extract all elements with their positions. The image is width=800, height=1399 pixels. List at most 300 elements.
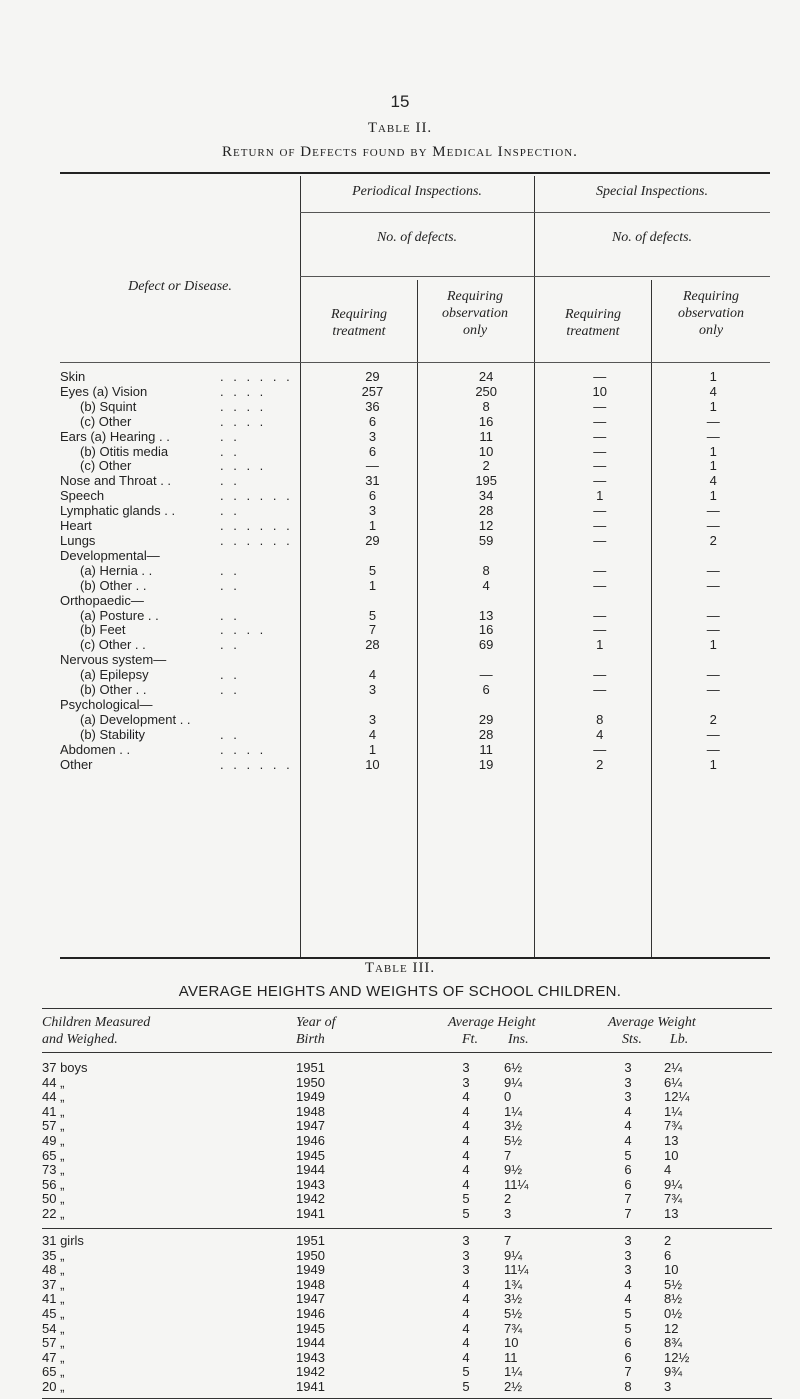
cell-n: 54 „ <box>42 1320 65 1336</box>
defects-table-body <box>60 370 770 772</box>
cell-year: 1941 <box>296 1206 325 1221</box>
cell-year: 1942 <box>296 1191 325 1207</box>
table3-top-rule <box>42 1008 772 1009</box>
table3-subtitle: AVERAGE HEIGHTS AND WEIGHTS OF SCHOOL CHILDREN. <box>178 983 622 1000</box>
cell-c2: 2 <box>482 458 490 474</box>
cell-c4: 1 <box>709 443 717 459</box>
cell-lb: 13 <box>664 1133 679 1148</box>
table-row <box>60 594 770 609</box>
cell-c2: 11 <box>479 428 493 444</box>
leader-dots: . . <box>220 577 240 593</box>
cell-c1: 29 <box>365 532 380 548</box>
cell-c3: 10 <box>592 383 607 399</box>
cell-n: 47 „ <box>42 1349 65 1365</box>
row-label <box>60 668 316 683</box>
cell-c1: 10 <box>365 756 380 772</box>
row-label-text: Ears (a) Hearing . . <box>60 428 170 444</box>
table-row <box>60 549 770 564</box>
leader-dots: . . . . . . <box>220 369 293 384</box>
header-children-1: Children Measured <box>42 1015 151 1030</box>
cell-c3: — <box>593 443 607 459</box>
row-label-text: (a) Posture . . <box>80 607 159 623</box>
header-rule <box>60 362 770 363</box>
leader-dots: . . <box>220 726 240 742</box>
table-row <box>42 1061 772 1076</box>
row-label <box>60 370 316 385</box>
cell-ins: 2 <box>504 1191 512 1207</box>
cell-c2: 8 <box>482 398 490 414</box>
cell-c2: 250 <box>475 383 498 399</box>
cell-lb: 10 <box>664 1147 679 1163</box>
cell-c3: 2 <box>596 756 604 772</box>
cell-c2: 6 <box>482 682 490 698</box>
row-label-text: (a) Development . . <box>80 711 191 727</box>
row-label <box>60 683 316 698</box>
leader-dots: . . . . <box>220 413 267 429</box>
table-row <box>60 638 770 653</box>
cell-n: 20 „ <box>42 1379 65 1394</box>
cell-c4: — <box>706 622 720 638</box>
cell-lb: 5½ <box>664 1276 683 1292</box>
table2-top-rule <box>60 172 770 174</box>
cell-c4: — <box>706 503 720 519</box>
cell-ins: 5½ <box>504 1306 523 1321</box>
cell-c2: 195 <box>475 473 498 489</box>
cell-year: 1947 <box>296 1118 325 1134</box>
cell-ft: 3 <box>462 1074 470 1090</box>
row-label-text: Other <box>60 756 93 772</box>
cell-c1: 28 <box>365 637 380 653</box>
leader-dots: . . . . <box>220 398 267 414</box>
cell-c1: — <box>365 458 379 474</box>
row-label <box>60 713 316 728</box>
table-row <box>42 1380 772 1395</box>
table-row <box>60 623 770 638</box>
cell-ft: 4 <box>462 1133 470 1148</box>
leader-dots: . . . . . . <box>220 532 293 548</box>
cell-c4: 2 <box>709 711 717 727</box>
cell-c3 <box>543 653 656 668</box>
table3-title: Table III. <box>364 960 436 976</box>
row-label-text: (c) Other . . <box>80 637 146 653</box>
cell-year: 1949 <box>296 1262 325 1278</box>
cell-sts: 7 <box>624 1364 632 1380</box>
cell-c1: 5 <box>368 562 377 578</box>
table-row <box>60 743 770 758</box>
leader-dots: . . <box>220 473 240 489</box>
table-row <box>42 1090 772 1105</box>
cell-c4: 4 <box>709 383 717 399</box>
cell-c4: — <box>706 577 720 593</box>
cell-year: 1943 <box>296 1349 325 1365</box>
leader-dots: . . . . <box>220 383 267 399</box>
cell-lb: 12¼ <box>664 1089 690 1105</box>
cell-c4: 1 <box>709 458 717 474</box>
cell-c2: 16 <box>478 413 494 429</box>
header-defect: Defect or Disease. <box>128 279 232 294</box>
table-row <box>60 713 770 728</box>
cell-ft: 4 <box>462 1147 470 1163</box>
table2-title: Table II. <box>367 120 433 136</box>
cell-n: 31 girls <box>42 1233 84 1248</box>
row-label-text: (b) Squint <box>80 398 137 414</box>
cell-n: 45 „ <box>42 1306 65 1321</box>
row-label-text: (c) Other <box>80 458 132 474</box>
row-label <box>60 549 316 564</box>
page-number: 15 <box>390 92 410 111</box>
cell-n: 73 „ <box>42 1162 65 1178</box>
cell-year: 1944 <box>296 1162 325 1178</box>
cell-c2: 13 <box>478 607 494 623</box>
cell-year: 1946 <box>296 1306 325 1321</box>
cell-lb: 10 <box>664 1262 679 1278</box>
cell-c1: 36 <box>365 398 380 414</box>
cell-sts: 5 <box>624 1306 632 1321</box>
cell-year: 1950 <box>296 1074 325 1090</box>
table-row <box>42 1134 772 1149</box>
cell-n: 37 boys <box>42 1060 88 1075</box>
cell-c3: — <box>593 607 607 623</box>
cell-c2: 12 <box>478 518 494 534</box>
cell-c3: 4 <box>596 726 604 742</box>
cell-n: 49 „ <box>42 1133 65 1148</box>
cell-c4: — <box>706 741 720 757</box>
cell-sts: 4 <box>624 1118 632 1134</box>
leader-dots: . . . . <box>220 622 267 638</box>
header-weight-lb: Lb. <box>670 1032 689 1047</box>
cell-sts: 4 <box>624 1291 632 1307</box>
header-no-defects-special: No. of defects. <box>611 230 693 245</box>
header-weight-sts: Sts. <box>622 1032 642 1047</box>
cell-c4: — <box>706 667 720 683</box>
cell-c3: — <box>593 369 607 384</box>
cell-sts: 5 <box>624 1147 632 1163</box>
cell-ins: 11¼ <box>504 1176 529 1192</box>
cell-sts: 4 <box>624 1276 632 1292</box>
row-label <box>60 743 316 758</box>
leader-dots: . . <box>220 443 240 459</box>
row-label <box>60 698 316 713</box>
cell-year: 1948 <box>296 1276 325 1292</box>
cell-ft: 3 <box>462 1060 470 1075</box>
table-row <box>42 1322 772 1337</box>
cell-ins: 5½ <box>504 1133 523 1148</box>
cell-ft: 4 <box>462 1176 470 1192</box>
leader-dots: . . <box>220 682 240 698</box>
row-label-text: Nose and Throat . . <box>60 473 172 489</box>
header-rule <box>300 276 770 277</box>
cell-c2 <box>429 549 543 564</box>
table-row <box>60 758 770 773</box>
header-requiring-observation-special: Requiring observation only <box>677 289 745 338</box>
cell-year: 1945 <box>296 1320 325 1336</box>
cell-sts: 3 <box>624 1233 632 1248</box>
row-label <box>60 400 316 415</box>
cell-n: 65 „ <box>42 1364 65 1380</box>
row-label <box>60 445 316 460</box>
cell-sts: 6 <box>624 1349 632 1365</box>
cell-ins: 1¾ <box>504 1276 523 1292</box>
header-no-defects: No. of defects. <box>376 230 458 245</box>
header-height-ins: Ins. <box>508 1032 529 1047</box>
cell-sts: 3 <box>624 1089 632 1105</box>
leader-dots: . . . . . . <box>220 488 293 504</box>
table-row <box>60 415 770 430</box>
table-row <box>42 1249 772 1264</box>
cell-ft: 4 <box>462 1349 470 1365</box>
cell-c3: — <box>593 532 607 548</box>
cell-ft: 3 <box>462 1233 470 1248</box>
cell-sts: 4 <box>624 1103 632 1119</box>
cell-c1 <box>316 594 430 609</box>
cell-n: 22 „ <box>42 1206 65 1221</box>
row-label <box>60 519 316 534</box>
table-row <box>60 430 770 445</box>
cell-ft: 4 <box>462 1291 470 1307</box>
row-label <box>60 594 316 609</box>
cell-c2: 28 <box>478 726 494 742</box>
table-row <box>60 370 770 385</box>
cell-c4: 1 <box>709 369 717 384</box>
cell-lb: 6¼ <box>664 1074 683 1090</box>
cell-c4: — <box>706 413 720 429</box>
cell-c3: — <box>593 413 607 429</box>
cell-ft: 5 <box>462 1364 470 1380</box>
cell-lb: 12 <box>664 1320 679 1336</box>
cell-n: 37 „ <box>42 1276 65 1292</box>
cell-lb: 1¼ <box>664 1103 683 1119</box>
cell-c1: 4 <box>368 726 377 742</box>
table-row <box>60 534 770 549</box>
cell-c2: 29 <box>478 711 494 727</box>
header-children-2: and Weighed. <box>42 1032 118 1047</box>
leader-dots: . . <box>220 428 240 444</box>
cell-year: 1947 <box>296 1291 325 1307</box>
cell-ins: 2½ <box>504 1379 523 1394</box>
table2-bottom-rule <box>60 957 770 959</box>
cell-ins: 9½ <box>504 1162 523 1178</box>
cell-lb: 2 <box>664 1233 672 1248</box>
cell-ft: 5 <box>462 1379 470 1394</box>
row-label <box>60 474 316 489</box>
cell-c2 <box>429 653 543 668</box>
cell-ins: 3½ <box>504 1118 523 1134</box>
row-label-text: (a) Hernia . . <box>80 562 153 578</box>
cell-c3: — <box>593 741 607 757</box>
header-requiring-treatment: Requiring treatment <box>331 307 387 339</box>
cell-c3: — <box>593 518 607 534</box>
cell-year: 1949 <box>296 1089 325 1105</box>
table-row <box>60 489 770 504</box>
cell-sts: 6 <box>624 1335 632 1351</box>
row-label <box>60 579 316 594</box>
cell-ft: 4 <box>462 1162 470 1178</box>
row-label <box>60 623 316 638</box>
header-year-2: Birth <box>296 1032 325 1047</box>
leader-dots: . . . . . . <box>220 518 293 534</box>
cell-ft: 3 <box>462 1247 470 1263</box>
cell-c3: — <box>593 458 607 474</box>
cell-c3 <box>543 698 656 713</box>
cell-ft: 4 <box>462 1335 470 1351</box>
cell-ft: 5 <box>462 1206 470 1221</box>
cell-sts: 7 <box>624 1191 632 1207</box>
row-label-text: Psychological— <box>60 696 153 712</box>
cell-c4: 1 <box>709 398 717 414</box>
row-label <box>60 653 316 668</box>
cell-c4: — <box>706 428 720 444</box>
cell-c3: 1 <box>596 488 604 504</box>
cell-c1 <box>316 698 430 713</box>
row-label <box>60 430 316 445</box>
cell-c1: 29 <box>365 369 380 384</box>
cell-ins: 3 <box>504 1206 512 1221</box>
table-row <box>60 683 770 698</box>
cell-n: 50 „ <box>42 1191 65 1207</box>
cell-n: 56 „ <box>42 1176 65 1192</box>
cell-ft: 4 <box>462 1320 470 1336</box>
table-row <box>42 1192 772 1207</box>
cell-sts: 7 <box>624 1206 632 1221</box>
row-label-text: (b) Otitis media <box>80 443 169 459</box>
cell-c2: 10 <box>478 443 494 459</box>
row-label-text: Orthopaedic— <box>60 592 144 608</box>
cell-c4 <box>657 594 770 609</box>
row-label <box>60 758 316 773</box>
header-special: Special Inspections. <box>596 184 708 199</box>
cell-n: 41 „ <box>42 1103 65 1119</box>
leader-dots: . . . . <box>220 458 267 474</box>
cell-lb: 12½ <box>664 1349 690 1365</box>
cell-ft: 3 <box>462 1262 470 1278</box>
cell-year: 1951 <box>296 1060 325 1075</box>
cell-c4: 1 <box>709 488 717 504</box>
cell-c4: — <box>706 726 720 742</box>
cell-n: 35 „ <box>42 1247 65 1263</box>
cell-c4: — <box>706 562 720 578</box>
header-height-ft: Ft. <box>462 1032 478 1047</box>
table3-header-rule <box>42 1052 772 1053</box>
header-requiring-observation: Requiring observation only <box>441 289 509 338</box>
cell-ft: 4 <box>462 1118 470 1134</box>
header-periodical: Periodical Inspections. <box>352 184 482 199</box>
cell-c2: 11 <box>479 741 493 757</box>
cell-n: 57 „ <box>42 1118 65 1134</box>
cell-n: 41 „ <box>42 1291 65 1307</box>
row-label <box>60 385 316 400</box>
cell-ft: 4 <box>462 1306 470 1321</box>
cell-ins: 11 <box>504 1349 518 1365</box>
cell-lb: 4 <box>664 1162 672 1178</box>
cell-year: 1948 <box>296 1103 325 1119</box>
cell-n: 65 „ <box>42 1147 65 1163</box>
table-row <box>42 1105 772 1120</box>
table-row <box>42 1178 772 1193</box>
cell-c2 <box>429 698 543 713</box>
row-label <box>60 609 316 624</box>
table-row <box>60 474 770 489</box>
cell-c3: — <box>593 398 607 414</box>
cell-c1 <box>316 549 430 564</box>
row-label-text: Eyes (a) Vision <box>60 383 148 399</box>
cell-c4: 2 <box>709 532 717 548</box>
table-row <box>60 609 770 624</box>
cell-c2: 28 <box>478 503 494 519</box>
cell-sts: 3 <box>624 1060 632 1075</box>
cell-ins: 7 <box>504 1233 512 1248</box>
cell-n: 44 „ <box>42 1089 65 1105</box>
table-row <box>60 668 770 683</box>
header-rule <box>300 212 770 213</box>
cell-c2: 16 <box>478 622 494 638</box>
cell-c4 <box>657 698 770 713</box>
cell-ft: 4 <box>462 1276 470 1292</box>
cell-c4: — <box>706 682 720 698</box>
cell-c4: 1 <box>709 637 717 653</box>
cell-lb: 7¾ <box>664 1191 683 1207</box>
cell-ins: 9¼ <box>504 1074 523 1090</box>
cell-lb: 9¾ <box>664 1364 683 1380</box>
cell-year: 1950 <box>296 1247 325 1263</box>
row-label <box>60 459 316 474</box>
cell-ins: 3½ <box>504 1291 523 1307</box>
cell-year: 1943 <box>296 1176 325 1192</box>
cell-c2: 19 <box>478 756 494 772</box>
table-row <box>42 1234 772 1249</box>
cell-sts: 5 <box>624 1320 632 1336</box>
cell-year: 1941 <box>296 1379 325 1394</box>
cell-c1: 3 <box>368 428 377 444</box>
table3-mid-rule <box>42 1228 772 1229</box>
cell-c3: — <box>593 503 607 519</box>
cell-c4: — <box>706 607 720 623</box>
cell-lb: 6 <box>664 1247 672 1263</box>
row-label-text: Abdomen . . <box>60 741 131 757</box>
row-label-text: Developmental— <box>60 547 160 563</box>
cell-lb: 7¾ <box>664 1118 683 1134</box>
row-label-text: (b) Other . . <box>80 682 147 698</box>
cell-c1: 3 <box>368 503 377 519</box>
cell-lb: 3 <box>664 1379 672 1394</box>
cell-c3: 8 <box>596 711 604 727</box>
cell-year: 1946 <box>296 1133 325 1148</box>
cell-c1: 3 <box>368 711 377 727</box>
table-row <box>60 459 770 474</box>
table-row <box>42 1307 772 1322</box>
cell-sts: 3 <box>624 1247 632 1263</box>
leader-dots: . . <box>220 607 240 623</box>
cell-c2: 69 <box>478 637 494 653</box>
header-average-weight: Average Weight <box>608 1015 696 1030</box>
row-label <box>60 489 316 504</box>
cell-sts: 6 <box>624 1176 632 1192</box>
cell-lb: 13 <box>664 1206 679 1221</box>
cell-c1: 3 <box>368 682 377 698</box>
table-row <box>42 1149 772 1164</box>
leader-dots: . . <box>220 562 240 578</box>
row-label-text: Speech <box>60 488 105 504</box>
row-label <box>60 638 316 653</box>
cell-c4: — <box>706 518 720 534</box>
cell-c2: 34 <box>478 488 494 504</box>
cell-c1: 1 <box>368 518 377 534</box>
cell-c3: 1 <box>596 637 604 653</box>
table-row <box>60 653 770 668</box>
table-row <box>42 1207 772 1222</box>
row-label <box>60 534 316 549</box>
table-row <box>60 385 770 400</box>
table-row <box>42 1292 772 1307</box>
